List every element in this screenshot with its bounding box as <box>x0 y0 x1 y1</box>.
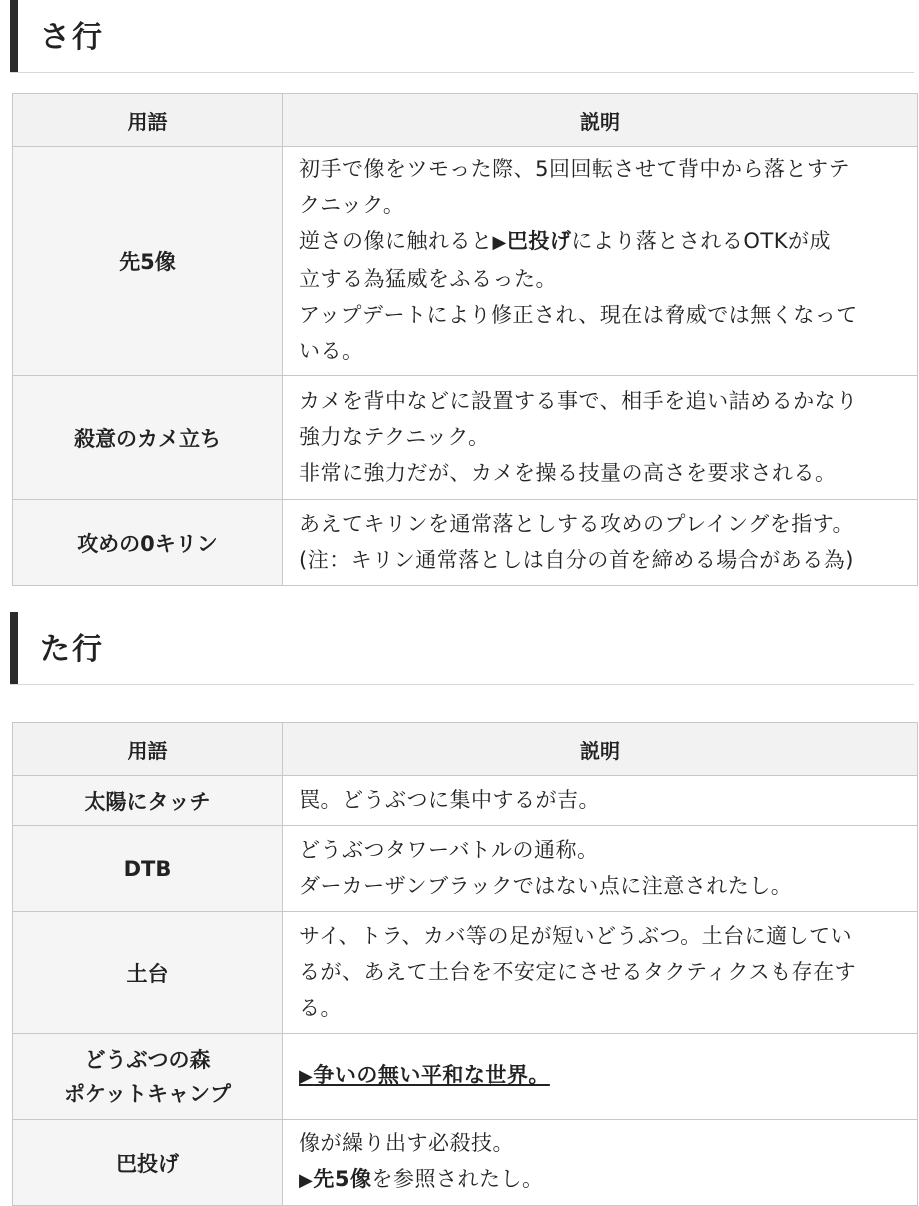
description-text: により落とされるOTKが成 <box>571 229 831 253</box>
section-heading <box>10 612 914 685</box>
table-row <box>13 912 918 1034</box>
description-cell <box>283 376 918 500</box>
description-cell <box>283 826 918 912</box>
glossary-table-ta <box>12 722 918 1206</box>
table-row <box>13 500 918 586</box>
column-header-term: 用語 <box>13 723 283 776</box>
description-line <box>299 1057 907 1095</box>
section-ta-gyou <box>0 586 919 696</box>
section-title: た行 <box>40 632 104 667</box>
description-cell <box>283 776 918 826</box>
description-line: 罠。どうぶつに集中するが吉。 <box>299 787 600 812</box>
table-row <box>13 1034 918 1120</box>
description-line: るが、あえて土台を不安定にさせるタクティクスも存在す <box>299 959 857 984</box>
section-sa-gyou <box>0 0 919 93</box>
term-cell: 殺意のカメ立ち <box>13 376 283 500</box>
crossref-link[interactable] <box>299 1063 550 1087</box>
description-text: を参照されたし。 <box>371 1166 544 1191</box>
description-line: (注：キリン通常落としは自分の首を締める場合がある為) <box>299 547 854 572</box>
description-line: る。 <box>299 995 342 1020</box>
glossary-table-sa <box>12 93 918 586</box>
table-row <box>13 776 918 826</box>
description-line: 非常に強力だが、カメを操る技量の高さを要求される。 <box>299 460 837 485</box>
heading-accent-bar <box>10 612 18 684</box>
description-line: どうぶつタワーバトルの通称。 <box>299 837 599 862</box>
description-line <box>299 1161 907 1199</box>
term-cell <box>13 1034 283 1120</box>
term-cell: 巴投げ <box>13 1120 283 1206</box>
triangle-right-icon: ▶ <box>299 1169 314 1191</box>
column-header-description: 説明 <box>283 723 918 776</box>
crossref-link[interactable] <box>299 1167 371 1191</box>
description-line: 初手で像をツモった際、5回回転させて背中から落とすテ <box>299 157 850 181</box>
section-heading <box>10 0 914 73</box>
section-title: さ行 <box>40 20 104 55</box>
description-cell <box>283 147 918 376</box>
term-cell: DTB <box>13 826 283 912</box>
table-row <box>13 147 918 376</box>
term-cell: 太陽にタッチ <box>13 776 283 826</box>
term-cell: 土台 <box>13 912 283 1034</box>
table-row <box>13 1120 918 1206</box>
triangle-right-icon: ▶ <box>492 232 507 253</box>
description-line: クニック。 <box>299 193 405 217</box>
table-header-row <box>13 723 918 776</box>
triangle-right-icon: ▶ <box>299 1065 314 1087</box>
description-cell <box>283 1120 918 1206</box>
description-line: いる。 <box>299 339 364 363</box>
description-text: 逆さの像に触れると <box>299 229 493 253</box>
description-cell <box>283 912 918 1034</box>
table-header-row <box>13 94 918 147</box>
term-cell: 攻めの0キリン <box>13 500 283 586</box>
description-cell <box>283 1034 918 1120</box>
crossref-link-label: 争いの無い平和な世界。 <box>313 1062 550 1087</box>
crossref-link[interactable] <box>493 229 572 253</box>
description-line <box>299 223 907 261</box>
column-header-term: 用語 <box>13 94 283 147</box>
table-row <box>13 826 918 912</box>
crossref-link-label: 巴投げ <box>506 229 572 253</box>
term-cell: 先5像 <box>13 147 283 376</box>
description-line: アップデートにより修正され、現在は脅威では無くなって <box>299 303 858 327</box>
description-line: あえてキリンを通常落としする攻めのプレイングを指す。 <box>299 511 855 536</box>
description-line: 像が繰り出す必殺技。 <box>299 1130 514 1155</box>
column-header-description: 説明 <box>283 94 918 147</box>
description-line: 強力なテクニック。 <box>299 424 490 449</box>
heading-accent-bar <box>10 0 18 72</box>
description-line: 立する為猛威をふるった。 <box>299 267 557 291</box>
term-line: ポケットキャンプ <box>64 1081 231 1106</box>
crossref-link-label: 先5像 <box>313 1166 372 1191</box>
description-line: サイ、トラ、カバ等の足が短いどうぶつ。土台に適してい <box>299 923 853 948</box>
term-line: どうぶつの森 <box>84 1047 211 1072</box>
description-line: カメを背中などに設置する事で、相手を追い詰めるかなり <box>299 388 858 413</box>
description-line: ダーカーザンブラックではない点に注意されたし。 <box>299 873 793 898</box>
description-cell <box>283 500 918 586</box>
table-row <box>13 376 918 500</box>
